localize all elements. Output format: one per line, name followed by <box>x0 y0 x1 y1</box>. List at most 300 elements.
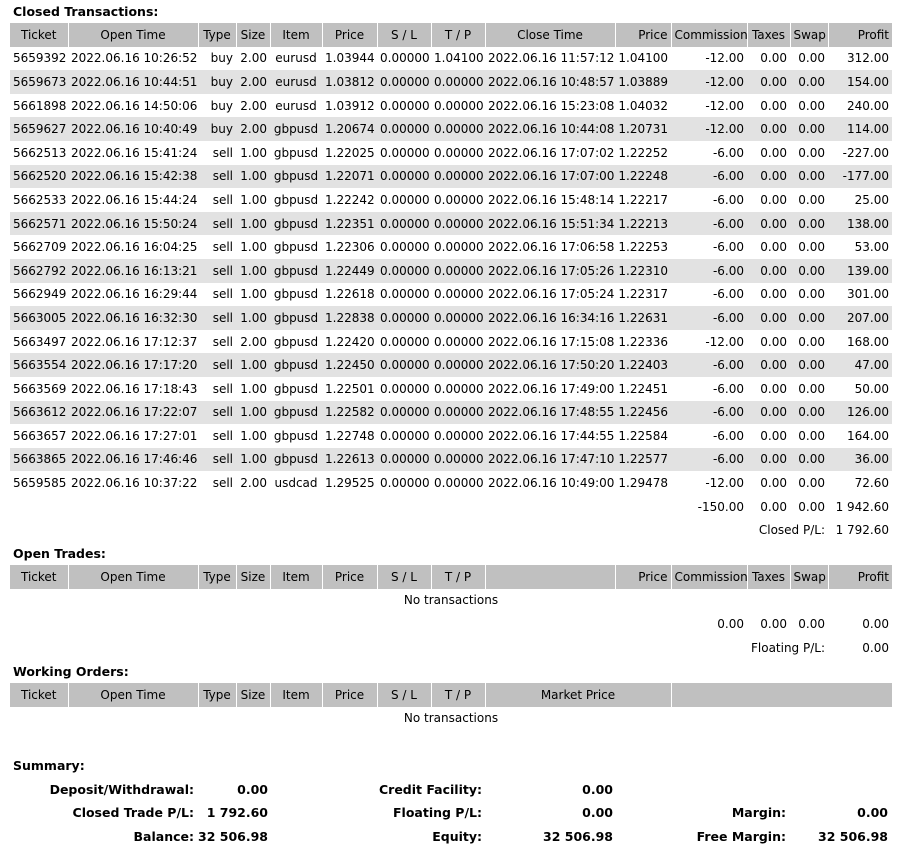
table-cell: 0.00000 <box>431 306 485 330</box>
table-cell: sell <box>212 287 233 302</box>
open-header-cell: Open Time <box>68 565 198 589</box>
table-cell: 2022.06.16 17:05:26 <box>485 259 615 283</box>
table-cell: 1.22025 <box>325 145 375 160</box>
table-cell: 1.22618 <box>325 287 375 302</box>
table-cell: 0.00 <box>798 98 825 113</box>
table-cell: 2.00 <box>240 334 267 349</box>
table-cell: 1.22253 <box>618 240 668 255</box>
table-cell: 0.00000 <box>434 334 484 349</box>
table-row <box>10 306 892 330</box>
table-cell: gbpusd <box>270 353 322 377</box>
open-header-cell: T / P <box>431 565 485 589</box>
table-row <box>10 330 892 354</box>
table-cell: eurusd <box>275 98 317 113</box>
table-cell: 1.00 <box>240 287 267 302</box>
table-cell: 0.00 <box>798 476 825 491</box>
table-cell: 0.00000 <box>434 98 484 113</box>
table-cell: 0.00000 <box>377 353 431 377</box>
table-cell: 1.22451 <box>618 381 668 396</box>
table-cell: 0.00000 <box>377 117 431 141</box>
closed-header-cell: Ticket <box>10 23 68 47</box>
table-cell: sell <box>198 306 236 330</box>
free-margin-value: 32 506.98 <box>818 829 888 844</box>
table-cell: 1.04032 <box>618 98 668 113</box>
table-cell: 2022.06.16 17:12:37 <box>71 334 198 349</box>
open-header-row <box>10 565 892 589</box>
table-cell: 1.20731 <box>615 117 671 141</box>
table-cell: 5662520 <box>10 165 68 189</box>
table-cell: sell <box>212 192 233 207</box>
table-cell: sell <box>198 165 236 189</box>
table-cell: 240.00 <box>847 98 889 113</box>
table-cell: 1.03889 <box>615 70 671 94</box>
open-header-cell: Item <box>270 565 322 589</box>
table-cell: 1.22248 <box>615 165 671 189</box>
table-cell: gbpusd <box>273 287 319 302</box>
table-cell: 0.00 <box>760 240 787 255</box>
working-header-row <box>10 683 892 707</box>
table-cell: 2022.06.16 17:50:20 <box>485 353 615 377</box>
table-cell: sell <box>212 381 233 396</box>
table-cell: sell <box>212 240 233 255</box>
table-cell: 0.00 <box>760 334 787 349</box>
table-cell: 2022.06.16 17:27:01 <box>71 428 198 443</box>
table-cell: 1.22213 <box>615 212 671 236</box>
table-cell: gbpusd <box>270 117 322 141</box>
table-cell: sell <box>212 476 233 491</box>
table-cell: 2022.06.16 16:13:21 <box>68 259 198 283</box>
table-cell: 154.00 <box>828 70 892 94</box>
table-cell: 0.00000 <box>431 165 485 189</box>
closed-header-cell: Close Time <box>485 23 615 47</box>
table-cell: 1.00 <box>236 165 270 189</box>
table-row <box>10 47 892 71</box>
table-cell: -6.00 <box>671 212 747 236</box>
table-cell: 2022.06.16 17:07:02 <box>488 145 615 160</box>
table-cell: 25.00 <box>854 192 889 207</box>
table-row <box>10 424 892 448</box>
open-header-cell: Swap <box>790 565 828 589</box>
margin-value: 0.00 <box>857 805 888 820</box>
table-cell: 0.00 <box>747 448 790 472</box>
table-row <box>10 353 892 377</box>
table-cell: 1.29525 <box>325 476 375 491</box>
working-header-cell: S / L <box>377 683 431 707</box>
table-cell: 2022.06.16 17:15:08 <box>488 334 615 349</box>
table-cell: 0.00 <box>760 381 787 396</box>
closed-total-swap: 0.00 <box>798 499 825 514</box>
table-cell: buy <box>210 98 233 113</box>
table-cell: 0.00 <box>760 476 787 491</box>
table-row <box>10 283 892 307</box>
table-cell: gbpusd <box>273 192 319 207</box>
table-cell: 2022.06.16 16:34:16 <box>485 306 615 330</box>
table-row <box>10 141 892 165</box>
closed-header-cell: S / L <box>377 23 431 47</box>
table-cell: 1.00 <box>236 353 270 377</box>
table-cell: 126.00 <box>828 401 892 425</box>
table-cell: 5659627 <box>10 117 68 141</box>
table-cell: 5663612 <box>10 401 68 425</box>
table-cell: usdcad <box>274 476 318 491</box>
open-trades-title: Open Trades: <box>13 546 106 561</box>
table-cell: 0.00000 <box>380 381 430 396</box>
table-cell: 5662571 <box>10 212 68 236</box>
closed-pl-value: 1 792.60 <box>835 523 889 538</box>
closed-total-commission: -150.00 <box>697 499 744 514</box>
table-cell: 0.00000 <box>431 448 485 472</box>
table-cell: 114.00 <box>828 117 892 141</box>
table-cell: gbpusd <box>270 401 322 425</box>
floating-pl-label: Floating P/L: <box>750 640 825 655</box>
table-cell: sell <box>212 145 233 160</box>
table-cell: gbpusd <box>270 448 322 472</box>
closed-header-row <box>10 23 892 47</box>
table-row <box>10 235 892 259</box>
table-cell: 5659585 <box>13 476 67 491</box>
working-no-transactions: No transactions <box>403 711 499 726</box>
table-cell: 0.00 <box>747 306 790 330</box>
open-pl-row <box>10 636 892 660</box>
table-row <box>10 212 892 236</box>
working-header-cell: Size <box>236 683 270 707</box>
table-cell: 1.22306 <box>325 240 375 255</box>
table-cell: 2022.06.16 16:29:44 <box>71 287 198 302</box>
table-cell: 0.00 <box>790 353 828 377</box>
table-cell: 2022.06.16 17:49:00 <box>488 381 615 396</box>
open-total-commission: 0.00 <box>717 616 744 631</box>
table-cell: 1.00 <box>236 212 270 236</box>
table-cell: 1.22217 <box>618 192 668 207</box>
table-cell: 2022.06.16 17:07:00 <box>485 165 615 189</box>
table-cell: 5662533 <box>13 192 67 207</box>
table-cell: 139.00 <box>828 259 892 283</box>
table-cell: eurusd <box>275 51 317 66</box>
table-cell: -12.00 <box>671 117 747 141</box>
table-cell: 1.22071 <box>322 165 377 189</box>
table-cell: buy <box>198 70 236 94</box>
working-header-cell <box>671 683 892 707</box>
table-cell: 0.00 <box>747 70 790 94</box>
table-cell: 1.00 <box>240 145 267 160</box>
table-cell: 164.00 <box>847 428 889 443</box>
table-cell: 1.00 <box>240 192 267 207</box>
table-cell: 0.00 <box>760 192 787 207</box>
table-cell: -12.00 <box>705 51 744 66</box>
table-cell: 0.00000 <box>377 259 431 283</box>
table-cell: 5663657 <box>13 428 67 443</box>
table-cell: 1.03812 <box>322 70 377 94</box>
table-cell: 5662513 <box>13 145 67 160</box>
table-cell: -12.00 <box>671 70 747 94</box>
table-cell: -6.00 <box>671 259 747 283</box>
table-cell: 2022.06.16 17:05:24 <box>488 287 615 302</box>
table-cell: 2022.06.16 10:37:22 <box>71 476 198 491</box>
table-cell: -6.00 <box>671 401 747 425</box>
table-cell: 1.22584 <box>618 428 668 443</box>
table-cell: 1.03912 <box>325 98 375 113</box>
table-cell: 1.22351 <box>322 212 377 236</box>
table-cell: gbpusd <box>273 381 319 396</box>
open-trades-table <box>10 565 892 659</box>
table-cell: -6.00 <box>671 448 747 472</box>
deposit-label: Deposit/Withdrawal: <box>49 782 194 797</box>
table-cell: -12.00 <box>705 334 744 349</box>
closed-header-cell: Taxes <box>747 23 790 47</box>
closed-pl-row <box>10 518 892 542</box>
table-cell: sell <box>198 212 236 236</box>
table-cell: buy <box>210 51 233 66</box>
working-header-cell: Market Price <box>485 683 671 707</box>
table-cell: 207.00 <box>828 306 892 330</box>
table-cell: 0.00 <box>790 117 828 141</box>
table-cell: sell <box>212 334 233 349</box>
equity-value: 32 506.98 <box>543 829 613 844</box>
table-cell: 1.22748 <box>325 428 375 443</box>
table-cell: 1.20674 <box>322 117 377 141</box>
open-header-cell: Commission <box>671 565 747 589</box>
table-cell: 0.00 <box>747 401 790 425</box>
table-cell: 0.00 <box>760 51 787 66</box>
table-cell: 1.00 <box>236 306 270 330</box>
balance-label: Balance: <box>133 829 194 844</box>
balance-value: 32 506.98 <box>198 829 268 844</box>
working-empty-row <box>10 707 892 731</box>
table-cell: 0.00 <box>798 381 825 396</box>
table-cell: 0.00 <box>760 98 787 113</box>
closed-pl-label: Closed P/L: <box>758 523 825 538</box>
table-cell: 1.22449 <box>322 259 377 283</box>
table-row <box>10 401 892 425</box>
table-cell: 0.00000 <box>380 428 430 443</box>
table-cell: 2022.06.16 15:51:34 <box>485 212 615 236</box>
closed-transactions-table <box>10 23 892 542</box>
table-row <box>10 165 892 189</box>
table-row <box>10 94 892 118</box>
table-cell: 1.00 <box>240 428 267 443</box>
table-cell: 1.22420 <box>325 334 375 349</box>
table-cell: 0.00000 <box>431 212 485 236</box>
table-cell: 1.04100 <box>434 51 484 66</box>
table-cell: 1.22252 <box>618 145 668 160</box>
table-cell: 1.00 <box>240 381 267 396</box>
table-cell: 2022.06.16 17:44:55 <box>488 428 615 443</box>
table-cell: 0.00 <box>798 428 825 443</box>
open-header-cell <box>485 565 615 589</box>
table-cell: 1.00 <box>236 401 270 425</box>
table-cell: 1.22501 <box>325 381 375 396</box>
table-cell: 0.00000 <box>380 145 430 160</box>
table-cell: 5663497 <box>13 334 67 349</box>
closed-header-cell: Price <box>322 23 377 47</box>
table-cell: 1.22242 <box>325 192 375 207</box>
table-cell: 1.04100 <box>618 51 668 66</box>
table-cell: 5662949 <box>13 287 67 302</box>
table-cell: 0.00000 <box>434 428 484 443</box>
table-cell: 0.00000 <box>434 192 484 207</box>
table-cell: 0.00 <box>798 334 825 349</box>
table-cell: 5663554 <box>10 353 68 377</box>
table-cell: gbpusd <box>270 212 322 236</box>
table-cell: 2022.06.16 15:44:24 <box>71 192 198 207</box>
table-cell: 2022.06.16 17:06:58 <box>488 240 615 255</box>
table-cell: 2022.06.16 15:42:38 <box>68 165 198 189</box>
table-cell: sell <box>212 428 233 443</box>
table-cell: 0.00000 <box>380 98 430 113</box>
table-cell: -6.00 <box>671 353 747 377</box>
table-cell: 2.00 <box>240 51 267 66</box>
table-cell: 2.00 <box>236 117 270 141</box>
table-cell: gbpusd <box>270 306 322 330</box>
table-cell: 2022.06.16 10:40:49 <box>68 117 198 141</box>
table-cell: 0.00000 <box>434 240 484 255</box>
summary-floating-pl-label: Floating P/L: <box>393 805 482 820</box>
table-cell: 0.00 <box>790 212 828 236</box>
table-cell: 2022.06.16 15:41:24 <box>71 145 198 160</box>
table-row <box>10 188 892 212</box>
open-empty-row <box>10 589 892 613</box>
table-cell: 5662709 <box>13 240 67 255</box>
table-cell: 2022.06.16 17:46:46 <box>68 448 198 472</box>
table-cell: 0.00000 <box>434 476 484 491</box>
closed-header-cell: Profit <box>828 23 892 47</box>
table-cell: -6.00 <box>712 240 744 255</box>
table-cell: 1.22310 <box>615 259 671 283</box>
table-cell: 0.00000 <box>377 306 431 330</box>
table-cell: -227.00 <box>842 145 889 160</box>
table-cell: 47.00 <box>828 353 892 377</box>
table-cell: 0.00000 <box>377 401 431 425</box>
summary-title: Summary: <box>13 758 85 773</box>
table-cell: 2022.06.16 17:18:43 <box>71 381 198 396</box>
table-cell: -12.00 <box>705 98 744 113</box>
table-cell: -6.00 <box>712 428 744 443</box>
open-header-cell: Ticket <box>10 565 68 589</box>
open-total-swap: 0.00 <box>798 616 825 631</box>
table-cell: 0.00 <box>790 306 828 330</box>
table-cell: 5663569 <box>13 381 67 396</box>
table-row <box>10 448 892 472</box>
table-cell: sell <box>198 401 236 425</box>
table-cell: 2022.06.16 15:48:14 <box>488 192 615 207</box>
working-header-cell: Ticket <box>10 683 68 707</box>
table-cell: 0.00000 <box>380 334 430 349</box>
table-cell: 53.00 <box>854 240 889 255</box>
table-cell: 1.22577 <box>615 448 671 472</box>
table-cell: 1.22456 <box>615 401 671 425</box>
table-cell: 0.00 <box>798 240 825 255</box>
table-cell: 0.00 <box>790 448 828 472</box>
closed-header-cell: Type <box>198 23 236 47</box>
closed-total-profit: 1 942.60 <box>835 499 889 514</box>
open-header-cell: S / L <box>377 565 431 589</box>
table-cell: -6.00 <box>671 306 747 330</box>
table-cell: 1.03944 <box>325 51 375 66</box>
closed-header-cell: T / P <box>431 23 485 47</box>
working-header-cell: Item <box>270 683 322 707</box>
table-cell: 0.00 <box>747 165 790 189</box>
table-cell: 0.00 <box>790 70 828 94</box>
table-cell: 1.22631 <box>615 306 671 330</box>
table-cell: 2022.06.16 10:44:51 <box>68 70 198 94</box>
table-cell: 0.00000 <box>434 381 484 396</box>
open-header-cell: Profit <box>828 565 892 589</box>
table-cell: 0.00 <box>760 428 787 443</box>
table-cell: 0.00000 <box>380 192 430 207</box>
table-cell: 72.60 <box>854 476 889 491</box>
table-cell: 1.22317 <box>618 287 668 302</box>
table-cell: 2022.06.16 10:49:00 <box>488 476 615 491</box>
table-cell: 1.00 <box>236 448 270 472</box>
closed-header-cell: Swap <box>790 23 828 47</box>
table-cell: 0.00 <box>798 145 825 160</box>
table-cell: 0.00 <box>790 165 828 189</box>
closed-header-cell: Item <box>270 23 322 47</box>
table-row <box>10 471 892 495</box>
table-cell: 0.00 <box>747 353 790 377</box>
deposit-value: 0.00 <box>237 782 268 797</box>
table-cell: 2.00 <box>236 70 270 94</box>
table-cell: 1.22613 <box>322 448 377 472</box>
table-cell: gbpusd <box>273 145 319 160</box>
table-cell: 0.00000 <box>431 70 485 94</box>
table-cell: 5663005 <box>10 306 68 330</box>
table-cell: 0.00 <box>798 51 825 66</box>
working-orders-title: Working Orders: <box>13 664 129 679</box>
open-header-cell: Price <box>322 565 377 589</box>
summary-floating-pl-value: 0.00 <box>582 805 613 820</box>
open-totals-row <box>10 612 892 636</box>
table-row <box>10 377 892 401</box>
closed-header-cell: Size <box>236 23 270 47</box>
table-cell: sell <box>198 448 236 472</box>
table-cell: -6.00 <box>712 145 744 160</box>
open-total-profit: 0.00 <box>862 616 889 631</box>
table-cell: 0.00 <box>790 259 828 283</box>
table-cell: gbpusd <box>270 259 322 283</box>
table-cell: 0.00 <box>747 212 790 236</box>
open-header-cell: Type <box>198 565 236 589</box>
table-cell: 50.00 <box>854 381 889 396</box>
table-cell: 2022.06.16 16:04:25 <box>71 240 198 255</box>
table-cell: gbpusd <box>273 334 319 349</box>
working-header-cell: Open Time <box>68 683 198 707</box>
table-cell: 312.00 <box>847 51 889 66</box>
table-cell: 1.22582 <box>322 401 377 425</box>
table-cell: 2.00 <box>240 98 267 113</box>
open-header-cell: Size <box>236 565 270 589</box>
table-cell: 0.00000 <box>380 476 430 491</box>
margin-label: Margin: <box>731 805 786 820</box>
table-cell: 2.00 <box>240 476 267 491</box>
table-cell: 5659392 <box>13 51 67 66</box>
table-cell: 0.00000 <box>431 353 485 377</box>
table-cell: 0.00000 <box>434 287 484 302</box>
closed-transactions-title: Closed Transactions: <box>13 4 159 19</box>
table-cell: -6.00 <box>712 287 744 302</box>
table-row <box>10 259 892 283</box>
table-cell: 2022.06.16 17:47:10 <box>485 448 615 472</box>
table-cell: 2022.06.16 10:48:57 <box>485 70 615 94</box>
table-cell: 301.00 <box>847 287 889 302</box>
table-cell: 2022.06.16 16:32:30 <box>68 306 198 330</box>
table-cell: 0.00000 <box>380 51 430 66</box>
closed-header-cell: Commission <box>671 23 747 47</box>
table-cell: -12.00 <box>705 476 744 491</box>
open-no-transactions: No transactions <box>403 593 499 608</box>
table-cell: 0.00000 <box>431 259 485 283</box>
table-cell: -6.00 <box>712 192 744 207</box>
